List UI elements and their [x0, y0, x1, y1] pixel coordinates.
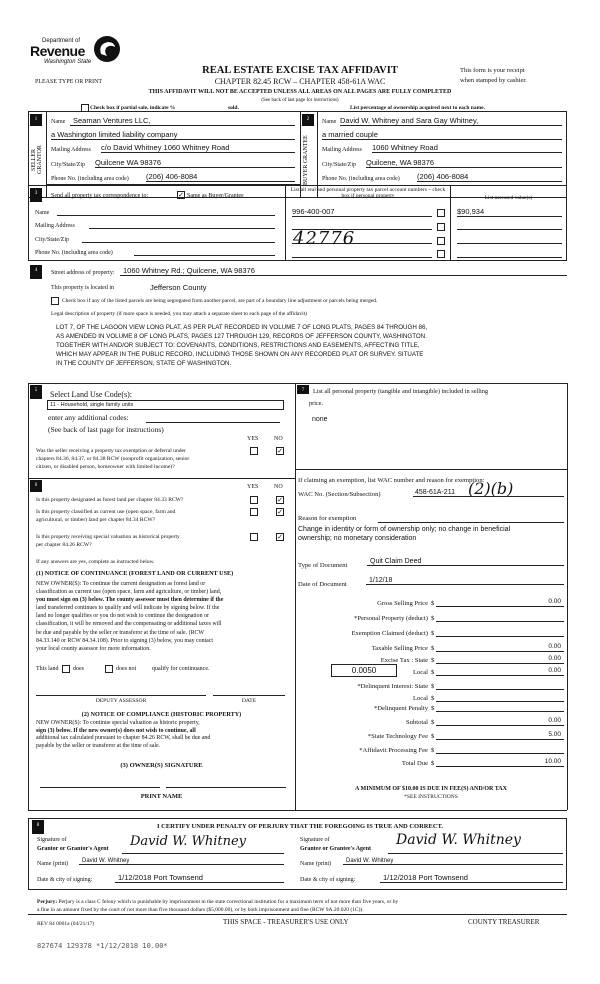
forest-no-checkbox[interactable]: ✓ [277, 496, 283, 504]
text-line: you must sign on (3) below. The county assessor must then determine if the [36, 597, 224, 604]
current-use-question [36, 508, 175, 524]
legal-line: LOT 7, OF THE LAGOON VIEW LONG PLAT, AS PER PLAT RECORDED IN VOLUME 7 OF LONG PLATS, PAGES 84 THROUGH 86, [56, 324, 428, 331]
parcel-number-4[interactable] [292, 250, 432, 258]
legal-line: WHICH MAY APPEAR IN THE PUBLIC RECORD, INCLUDING THOSE SHOWN ON ANY RECORDED PLAT OR SURVEY. SITUATE [56, 351, 424, 358]
amount-value[interactable]: 10.00 [436, 758, 564, 767]
deputy-assessor-label: DEPUTY ASSESSOR [95, 698, 147, 704]
text-line: NEW OWNER(S): To continue special valuation as historic property, [36, 720, 200, 726]
section-number-5: 5 [30, 385, 42, 399]
corr-city-label: City/State/Zip [35, 237, 69, 243]
reason-label: Reason for exemption [298, 515, 357, 522]
amount-value[interactable]: 0.00 [436, 667, 564, 676]
wac-field[interactable]: 458-61A-211 [413, 489, 564, 497]
yes-header: YES [247, 436, 259, 442]
buyer-side-label: BUYER GRANTEE [303, 135, 309, 185]
amount-label: Excise Tax : State [380, 657, 428, 664]
exemption-question [36, 447, 189, 471]
seller-mailing-field[interactable]: c/o David Whitney 1060 Whitney Road [101, 143, 295, 153]
if-yes-note: If any answers are yes, complete as instructed below. [36, 559, 155, 565]
form-chapter: CHAPTER 82.45 RCW – CHAPTER 458-61A WAC [214, 77, 386, 86]
q-line: citizen, or disabled person, homeowner with limited income)? [36, 464, 175, 470]
legal-description [56, 323, 427, 368]
reason-field[interactable] [298, 525, 510, 543]
amount-label: Total Due [401, 760, 428, 767]
handwritten-number: 42776 [293, 228, 356, 249]
personal-property-checkbox-2[interactable] [437, 223, 445, 231]
compliance-title: (2) NOTICE OF COMPLIANCE (HISTORIC PROPERTY) [81, 711, 242, 718]
text-line: be due and payable by the seller or transferor at the time of sale. (RCW [36, 629, 204, 636]
logo-name: Revenue [30, 43, 85, 59]
text-line: classification, it will be removed and the compensating or additional taxes will [36, 621, 222, 628]
grantor-date-field[interactable]: 1/12/2018 Port Townsend [115, 873, 284, 883]
seller-name-label: Name [51, 119, 66, 125]
exemption-yes-checkbox[interactable] [250, 447, 258, 455]
corr-mailing-label: Mailing Address [35, 223, 75, 229]
q-line: agricultural, or timber) land per chapter 84.34 RCW? [36, 517, 156, 523]
buyer-phone-field[interactable]: (206) 406-8084 [417, 172, 562, 182]
text-line: classification as current use (open space, farm and agriculture, or timber) land, [36, 589, 222, 596]
legal-line: TOGETHER WITH AND/OR SUBJECT TO: COVENANTS, CONDITIONS, RESTRICTIONS AND EASEMENTS, AFFECTING TITLE, [56, 342, 420, 349]
corr-name-field[interactable] [57, 208, 275, 216]
currency-sign: $ [431, 733, 435, 740]
same-as-buyer-checkbox[interactable]: ✓ [178, 191, 184, 199]
buyer-name-field[interactable]: David W. Whitney and Sara Gay Whitney, [340, 116, 562, 126]
exemption-label: If claiming an exemption, list WAC number and reason for exemption: [298, 477, 485, 484]
amount-label: *Delinquent Interest: State [357, 683, 428, 690]
q-line: Is this property receiving special valuation as historical property [36, 534, 180, 540]
amount-label: Exemption Claimed (deduct) [351, 630, 428, 637]
perjury-bold: Perjury: [37, 899, 58, 905]
currency-sign: $ [431, 747, 435, 754]
currency-sign: $ [431, 615, 435, 622]
text-line: your local county assessor for more information. [36, 645, 151, 652]
doc-date-field[interactable]: 1/12/18 [366, 577, 564, 585]
does-checkbox[interactable] [62, 665, 70, 673]
amount-label: Local [412, 669, 428, 676]
doc-type-field[interactable]: Quit Claim Deed [367, 558, 564, 566]
historic-question [36, 533, 180, 549]
see-back: (See back of last page for instructions) [261, 98, 339, 103]
currency-sign: $ [431, 600, 435, 607]
assessed-value-1[interactable]: $90,934 [457, 207, 562, 217]
amount-label: Gross Selling Price [377, 600, 428, 607]
text-line: land transferred continues to qualify and will indicate by signing below. If the [36, 605, 220, 612]
historic-yes-checkbox[interactable] [250, 533, 258, 541]
buyer-mailing-label: Mailing Address [322, 147, 362, 153]
wac-label: WAC No. (Section/Subsection) [298, 491, 381, 498]
doc-date-label: Date of Document [298, 581, 347, 588]
grantor-name-field[interactable]: David W. Whitney [79, 858, 284, 865]
receipt-note-1: This form is your receipt [460, 67, 525, 74]
owner-signature-line-1[interactable] [40, 787, 160, 788]
section-number-7: 7 [297, 385, 309, 394]
forest-question: Is this property designated as forest land per chapter 84.33 RCW? [36, 497, 184, 503]
no-header-6: NO [274, 484, 283, 490]
yes-header-6: YES [247, 484, 259, 490]
grantee-name-field[interactable]: David W. Whitney [343, 858, 563, 865]
seller-name-field[interactable]: Seaman Ventures LLC, [70, 116, 295, 126]
grantee-signature: David W. Whitney [396, 832, 521, 848]
wac-handwritten: (2)(b) [468, 479, 514, 498]
land-use-label: Select Land Use Code(s): [50, 390, 132, 399]
amount-label: Subtotal [406, 719, 428, 726]
amount-value[interactable]: 0.00 [436, 598, 564, 607]
local-rate-field[interactable]: 0.0050 [331, 664, 397, 677]
logo-wave-icon [92, 34, 122, 64]
amount-value[interactable]: 5.00 [436, 731, 564, 740]
street-label: Street address of property: [51, 270, 115, 276]
same-as-buyer-label: Same as Buyer/Grantee [187, 193, 244, 199]
owner-signature-line-2[interactable] [166, 787, 286, 788]
grantee-agent-label: Grantee or Grantee's Agent [300, 846, 372, 852]
amount-label: *Personal Property (deduct) [354, 615, 428, 622]
buyer-city-label: City/State/Zip [322, 162, 356, 168]
warning: THIS AFFIDAVIT WILL NOT BE ACCEPTED UNLESS ALL AREAS ON ALL PAGES ARE FULLY COMPLETED [148, 89, 452, 95]
assessed-header: List assessed value(s) [484, 195, 533, 201]
parcel-header: List all real and personal property tax parcel account numbers – check box if personal property [290, 187, 446, 200]
print-name-label: PRINT NAME [140, 793, 183, 800]
grantee-sig-of: Signature of [300, 837, 330, 843]
personal-property-checkbox-3[interactable] [437, 237, 445, 245]
section-number-2: 2 [302, 114, 314, 126]
amount-value[interactable] [436, 703, 564, 712]
currency-sign: $ [431, 719, 435, 726]
corr-mailing-field[interactable] [89, 221, 275, 229]
legal-line: AS AMENDED IN VOLUME 8 OF LONG PLATS, PAGES 127 THROUGH 129, RECORDS OF JEFFERSON COUNTY, WASHINGTON. [56, 333, 427, 340]
continuance-title: (1) NOTICE OF CONTINUANCE (FOREST LAND OR CURRENT USE) [36, 570, 234, 577]
amount-value[interactable] [436, 613, 564, 622]
grantor-date-label: Date & city of signing: [37, 877, 93, 883]
form-revision: REV 84 0001a (04/21/17) [37, 921, 95, 927]
amount-value[interactable]: 0.00 [436, 655, 564, 664]
grantor-sig-of: Signature of [37, 837, 67, 843]
amount-value[interactable] [436, 681, 564, 690]
currency-sign: $ [431, 645, 435, 652]
currency-sign: $ [431, 760, 435, 767]
amount-label: Local [412, 695, 428, 702]
seller-phone-field[interactable]: (206) 406-8084 [146, 172, 295, 182]
personal-property-checkbox-1[interactable] [437, 209, 445, 217]
currency-sign: $ [431, 683, 435, 690]
personal-property-label: List all personal property (tangible and intangible) included in selling [313, 388, 489, 395]
doc-type-label: Type of Document [298, 562, 348, 569]
continuance-text [36, 580, 223, 653]
grantor-name-label: Name (print) [37, 861, 69, 867]
text-line: land no longer qualifies or you do not wish to continue the designation or [36, 613, 209, 620]
reason-line-text: Change in identity or form of ownership only; no change in beneficial [298, 526, 511, 533]
certify-title: I CERTIFY UNDER PENALTY OF PERJURY THAT THE FOREGOING IS TRUE AND CORRECT. [156, 823, 443, 830]
county-value: Jefferson County [150, 283, 207, 292]
logo-dept: Department of [42, 38, 81, 44]
owner-signature-title: (3) OWNER(S) SIGNATURE [120, 762, 203, 769]
section-number-1: 1 [30, 114, 42, 126]
amount-label: *State Technology Fee [367, 733, 428, 740]
see-instructions: *SEE INSTRUCTIONS [404, 794, 458, 800]
buyer-name-label: Name [322, 119, 337, 125]
land-use-see-back: (See back of last page for instructions) [48, 425, 164, 434]
q-line: Is this property classified as current use (open space, farm and [36, 509, 176, 515]
buyer-phone-label: Phone No. (including area code) [322, 176, 400, 182]
q-line: per chapter 84.26 RCW? [36, 542, 92, 548]
reason-line [378, 515, 564, 523]
please-type: PLEASE TYPE OR PRINT [35, 79, 103, 85]
personal-property-label-2: price. [309, 400, 324, 407]
assessed-value-2[interactable] [457, 222, 562, 230]
amount-value[interactable]: 0.00 [436, 643, 564, 652]
buyer-city-field[interactable]: Quilcene, WA 98376 [366, 158, 562, 168]
currency-sign: $ [431, 657, 435, 664]
corr-name-label: Name [35, 210, 50, 216]
no-header: NO [274, 436, 283, 442]
logo-state: Washington State [44, 59, 92, 65]
treasurer-use-label: THIS SPACE - TREASURER'S USE ONLY [223, 918, 349, 926]
personal-property-value: none [312, 416, 328, 423]
grantor-signature: David W. Whitney [130, 834, 247, 849]
corr-phone-label: Phone No. (including area code) [35, 250, 113, 256]
seller-phone-label: Phone No. (including area code) [51, 176, 129, 182]
section-number-4: 4 [30, 265, 42, 279]
exemption-no-checkbox[interactable]: ✓ [277, 447, 283, 455]
additional-codes-field[interactable] [146, 414, 280, 423]
perjury-text-2: a fine in an amount fixed by the court of not more than five thousand dollars ($5,000.00), or by both imprisonment and fine (RCW 9A.20.020 (1C)). [37, 907, 364, 913]
forest-yes-checkbox[interactable] [250, 496, 258, 504]
section-number-3: 3 [30, 188, 42, 202]
form-title: REAL ESTATE EXCISE TAX AFFIDAVIT [202, 65, 398, 76]
buyer-name2-field[interactable]: a married couple [322, 130, 562, 140]
does-not-label: does not [116, 666, 137, 672]
receipt-note-2: when stamped by cashier. [460, 77, 527, 84]
seller-mailing-label: Mailing Address [51, 147, 91, 153]
text-line: additional tax calculated pursuant to chapter 84.26 RCW, shall be due and [36, 735, 211, 741]
segregated-checkbox[interactable] [51, 297, 59, 305]
seller-side-label: SELLER GRANTOR [31, 145, 43, 175]
buyer-mailing-field[interactable]: 1060 Whitney Road [372, 143, 562, 153]
section-number-6: 6 [30, 480, 42, 492]
perjury-text-1: Perjury is a class C felony which is punishable by imprisonment in the state correctional institution for a maximum term of not more than five years, or by [58, 899, 399, 905]
currency-sign: $ [431, 695, 435, 702]
legal-line: IN THE COUNTY OF JEFFERSON, STATE OF WASHINGTON. [56, 360, 232, 367]
does-label: does [73, 666, 84, 672]
currency-sign: $ [431, 705, 435, 712]
text-line: NEW OWNER(S): To continue the current designation as forest land or [36, 581, 206, 587]
amount-value[interactable] [436, 693, 564, 702]
grantee-name-label: Name (print) [300, 861, 332, 867]
qualify-label: qualify for continuance. [152, 666, 210, 672]
grantor-agent-label: Grantor or Grantor's Agent [37, 846, 109, 852]
this-land-label: This land [36, 666, 59, 672]
q-line: Was the seller receiving a property tax exemption or deferral under [36, 448, 186, 454]
currency-sign: $ [431, 630, 435, 637]
amount-label: *Affidavit Processing Fee [359, 747, 428, 754]
perjury-notice [37, 898, 398, 914]
compliance-text [36, 720, 210, 750]
amount-value[interactable] [436, 745, 564, 754]
additional-codes-label: enter any additional codes: [48, 413, 129, 422]
land-use-select[interactable]: 11 - Household, single family units [47, 400, 284, 410]
sold-label: sold. [228, 105, 239, 111]
amount-value[interactable] [436, 628, 564, 637]
assessed-value-4[interactable] [457, 250, 562, 258]
currency-sign: $ [431, 669, 435, 676]
current-use-yes-checkbox[interactable] [250, 508, 258, 516]
corr-phone-field[interactable] [134, 248, 275, 256]
correspondence-label: Send all property tax correspondence to: [51, 193, 149, 199]
legal-label: Legal description of property (if more space is needed, you may attach a separate sheet to each page of the affidavit) [51, 311, 307, 317]
amount-label: Taxable Selling Price [371, 645, 428, 652]
partial-sale-label: Check box if partial sale, indicate % [90, 105, 176, 111]
ownership-note: List percentage of ownership acquired next to each name. [350, 105, 485, 111]
historic-no-checkbox[interactable]: ✓ [277, 533, 283, 541]
personal-property-checkbox-4[interactable] [437, 250, 445, 258]
grantee-date-label: Date & city of signing: [300, 877, 356, 883]
seller-city-field[interactable]: Quilcene WA 98376 [95, 158, 295, 168]
minimum-note: A MINIMUM OF $10.00 IS DUE IN FEE(S) AND/OR TAX [355, 786, 507, 792]
section-number-8: 8 [32, 820, 44, 834]
county-treasurer-label: COUNTY TREASURER [468, 918, 540, 926]
current-use-no-checkbox[interactable]: ✓ [277, 508, 283, 516]
treasurer-stamp: 827674 129378 *1/12/2018 10.00* [37, 942, 168, 950]
text-line: payable by the seller or transferor at the time of sale. [36, 742, 161, 749]
text-line: sign (3) below. If the new owner(s) does not wish to continue, all [36, 727, 196, 734]
located-label: This property is located in [51, 285, 114, 291]
reason-line-text: ownership; no monetary consideration [298, 535, 417, 542]
seller-city-label: City/State/Zip [51, 162, 85, 168]
grantee-date-field[interactable]: 1/12/2018 Port Townsend [380, 873, 563, 883]
amount-label: *Delinquent Penalty [373, 705, 428, 712]
street-field[interactable]: 1060 Whitney Rd.; Quilcene, WA 98376 [120, 266, 567, 276]
assessor-date-label: DATE [241, 698, 257, 704]
does-not-checkbox[interactable] [105, 665, 113, 673]
corr-city-field[interactable] [82, 235, 275, 243]
text-line: 84.33.140 or RCW 84.34.108). Prior to signing (3) below, you may contact [36, 637, 214, 644]
q-line: chapters 84.36, 84.37, or 84.38 RCW (nonprofit organization, senior [36, 456, 190, 462]
amount-value[interactable]: 0.00 [436, 717, 564, 726]
seller-name2-field[interactable]: a Washington limited liability company [51, 130, 295, 140]
assessed-value-3[interactable] [457, 236, 562, 244]
parcel-number-1[interactable]: 996-400-007 [292, 207, 432, 217]
segregated-label: Check box if any of the listed parcels are being segregated from another parcel, are part of a boundary line adjustment or parcels being merged. [62, 298, 378, 304]
